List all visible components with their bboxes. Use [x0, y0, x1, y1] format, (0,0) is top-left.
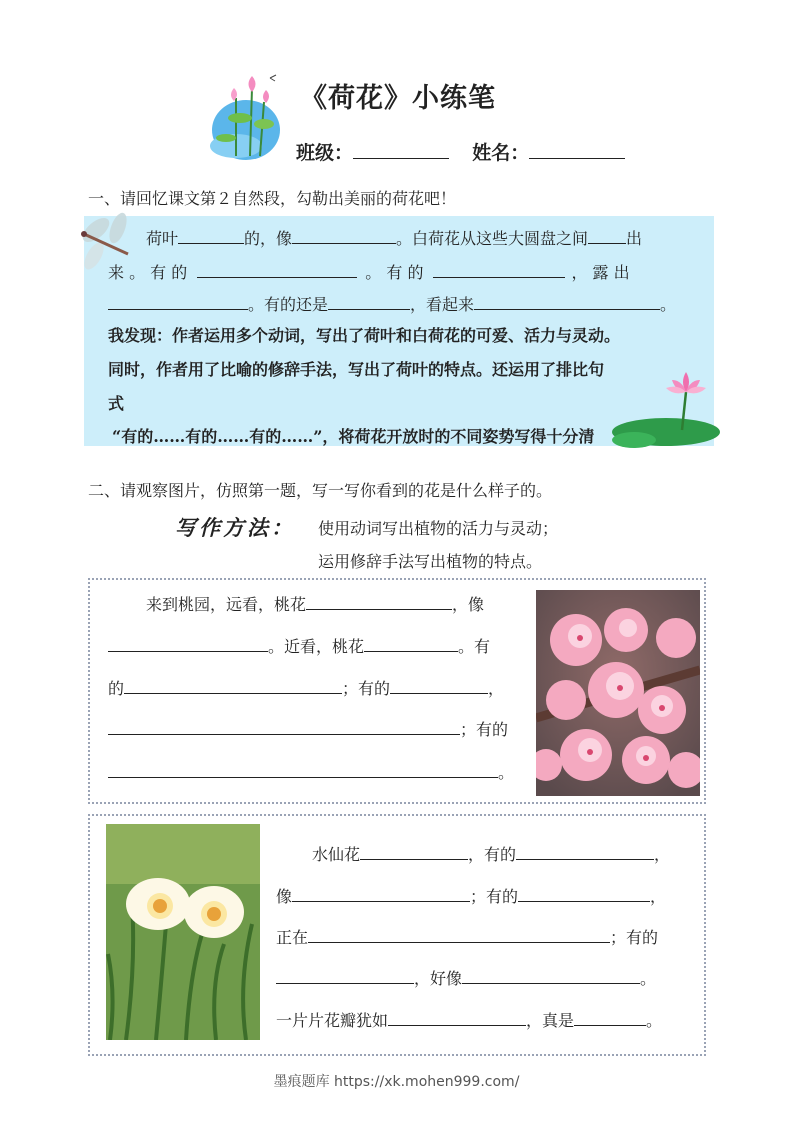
blank[interactable] — [588, 229, 626, 244]
recall-line-1: 荷叶 的，像 。白荷花从这些大圆盘之间 出 — [146, 229, 643, 248]
narcissus-line-3: 正在 ；有的 — [276, 928, 659, 947]
blank[interactable] — [197, 263, 357, 278]
section2-heading: 二、请观察图片，仿照第一题，写一写你看到的花是什么样子的。 — [88, 481, 553, 500]
peach-line-3: 的 ；有的 ， — [108, 679, 505, 698]
blank[interactable] — [108, 295, 248, 310]
blank[interactable] — [306, 595, 452, 610]
writing-method-label: 写作方法： — [175, 515, 295, 540]
blank[interactable] — [328, 295, 410, 310]
narcissus-line-2: 像 ；有的 ， — [276, 887, 667, 906]
narcissus-line-4: ，好像 。 — [276, 966, 656, 989]
name-blank[interactable] — [529, 140, 625, 159]
recall-line-2: 来 。 有 的 。 有 的 ， 露 出 — [108, 263, 630, 282]
footer-source: 墨痕题库 https://xk.mohen999.com/ — [273, 1074, 520, 1090]
finding-line-3: 式 — [108, 394, 125, 413]
pink-lotus-icon — [606, 366, 726, 452]
narcissus-line-1: 水仙花 ，有的 ， — [312, 845, 671, 864]
peach-line-5: 。 — [108, 760, 514, 783]
blank[interactable] — [178, 229, 244, 244]
blank[interactable] — [276, 969, 414, 984]
blank[interactable] — [388, 1011, 526, 1026]
recall-line-3: 。有的还是 ，看起来 。 — [108, 292, 676, 315]
dragonfly-icon — [76, 208, 136, 280]
class-label: 班级： — [296, 142, 354, 164]
class-blank[interactable] — [353, 140, 449, 159]
writing-method-line-2: 运用修辞手法写出植物的特点。 — [318, 552, 543, 571]
finding-line-2: 同时，作者用了比喻的修辞手法，写出了荷叶的特点。还运用了排比句 — [108, 360, 605, 379]
peach-line-1: 来到桃园，远看，桃花 ，像 — [146, 595, 485, 614]
lotus-illustration-icon — [206, 68, 288, 163]
blank[interactable] — [308, 928, 610, 943]
blank[interactable] — [518, 887, 650, 902]
blank[interactable] — [574, 1011, 646, 1026]
blank[interactable] — [516, 845, 654, 860]
blank[interactable] — [364, 637, 458, 652]
finding-line-4: “有的……有的……有的……”，将荷花开放时的不同姿势写得十分清 — [112, 427, 595, 446]
section1-heading: 一、请回忆课文第２自然段，勾勒出美丽的荷花吧！ — [88, 189, 457, 208]
writing-method-line-1: 使用动词写出植物的活力与灵动； — [318, 519, 559, 538]
blank[interactable] — [108, 720, 460, 735]
blank[interactable] — [108, 637, 268, 652]
blank[interactable] — [433, 263, 565, 278]
name-label: 姓名： — [472, 142, 530, 164]
blank[interactable] — [390, 679, 488, 694]
blank[interactable] — [108, 763, 498, 778]
peach-line-2: 。近看，桃花 。有 — [108, 634, 490, 657]
blank[interactable] — [360, 845, 468, 860]
finding-line-1: 我发现：作者运用多个动词，写出了荷叶和白荷花的可爱、活力与灵动。 — [108, 326, 621, 345]
peach-line-4: ；有的 — [108, 717, 508, 740]
blank[interactable] — [462, 969, 640, 984]
blank[interactable] — [292, 887, 470, 902]
blank[interactable] — [474, 295, 660, 310]
peach-blossom-photo — [536, 590, 700, 796]
page-title: 《荷花》小练笔 — [300, 83, 496, 114]
narcissus-line-5: 一片片花瓣犹如 ，真是 。 — [276, 1011, 663, 1030]
class-name-line — [296, 138, 625, 165]
narcissus-photo — [106, 824, 260, 1040]
blank[interactable] — [292, 229, 396, 244]
blank[interactable] — [124, 679, 342, 694]
